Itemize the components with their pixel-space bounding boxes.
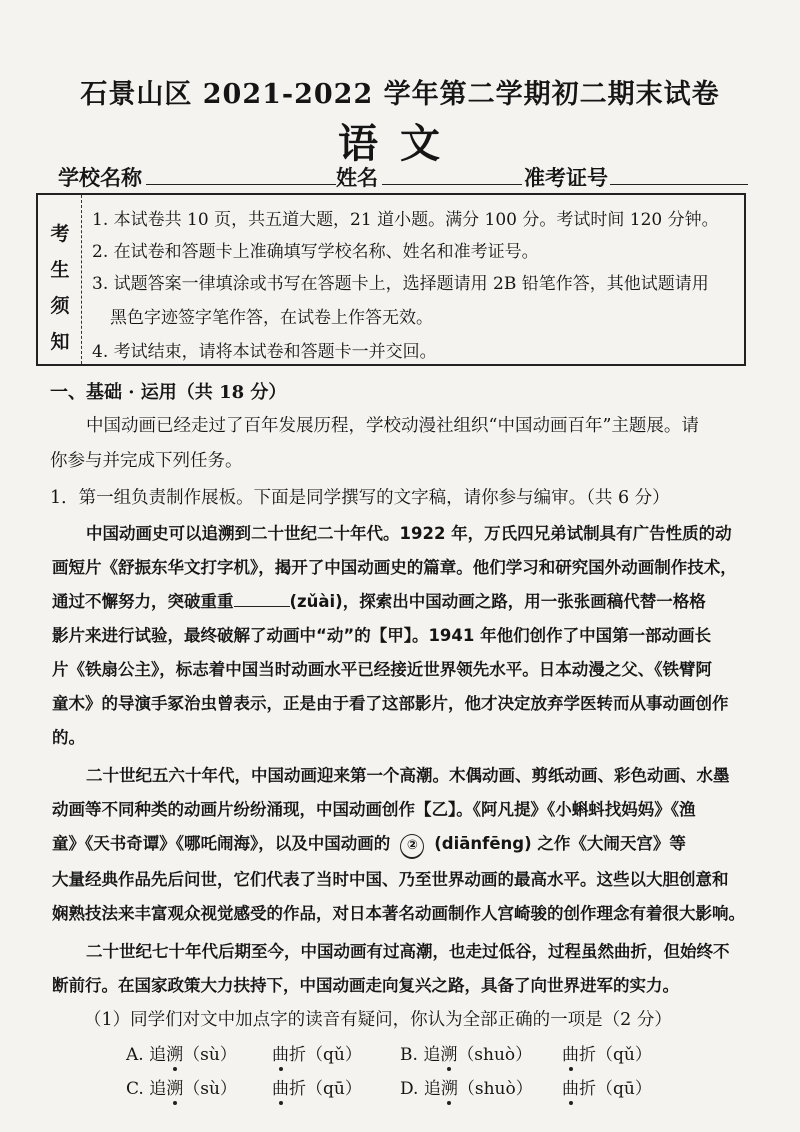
question-1-1-stem: （1）同学们对文中加点字的读音有疑问，你认为全部正确的一项是（2 分）	[84, 1010, 672, 1030]
passage-line: 娴熟技法来丰富观众视觉感受的作品，对日本著名动画制作人宫崎骏的创作理念有着很大影响。	[52, 904, 745, 923]
passage-text: (zǔài)，探索出中国动画之路，用一张张画稿代替一格格	[289, 592, 706, 611]
student-info-row	[48, 162, 748, 192]
passage-line: 画短片《舒振东华文打字机》，揭开了中国动画史的篇章。他们学习和研究国外动画制作技术，	[52, 558, 737, 577]
id-label: 准考证号	[524, 165, 608, 190]
option-d-word-2	[562, 1074, 652, 1099]
passage-line: 的。	[52, 728, 85, 747]
option-pinyin: （qū）	[306, 1079, 362, 1099]
passage-line: 童木》的导演手冢治虫曾表示，正是由于看了这部影片，他才决定放弃学医转而从事动画创作	[52, 694, 729, 713]
option-letter: A.	[126, 1045, 144, 1065]
intro-line: 你参与并完成下列任务。	[50, 451, 243, 471]
passage-line: 中国动画史可以追溯到二十世纪二十年代。1922 年，万氏四兄弟试制具有广告性质的动	[86, 524, 732, 543]
option-pinyin: （shuò）	[457, 1045, 533, 1065]
exam-notice-box	[36, 193, 746, 366]
passage-line: 二十世纪七十年代后期至今，中国动画有过高潮，也走过低谷，过程虽然曲折，但始终不	[86, 942, 730, 961]
option-letter: C.	[126, 1079, 144, 1099]
option-a-word-2	[272, 1040, 362, 1065]
dotted-char: 曲	[562, 1079, 579, 1099]
dotted-char: 曲	[272, 1045, 289, 1065]
dotted-char: 曲	[272, 1079, 289, 1099]
passage-line	[52, 830, 686, 859]
notice-item: 黑色字迹签字笔作答，在试卷上作答无效。	[110, 308, 433, 328]
dotted-char: 曲	[562, 1045, 579, 1065]
option-b-word-2	[562, 1040, 652, 1065]
intro-line: 中国动画已经走过了百年发展历程，学校动漫社组织“中国动画百年”主题展。请	[86, 416, 699, 436]
option-char: 追	[423, 1079, 441, 1099]
option-c[interactable]	[126, 1074, 237, 1099]
dotted-char: 溯	[440, 1079, 458, 1099]
passage-line: 二十世纪五六十年代，中国动画迎来第一个高潮。木偶动画、剪纸动画、彩色动画、水墨	[86, 766, 730, 785]
option-char: 折	[289, 1079, 306, 1099]
passage-text: 通过不懈努力，突破重重	[52, 592, 234, 611]
option-char: 追	[149, 1045, 167, 1065]
option-pinyin: （qǔ）	[596, 1045, 652, 1065]
passage-text: (diānfēng) 之作《大闹天宫》等	[434, 834, 686, 853]
notice-item: 4. 考试结束，请将本试卷和答题卡一并交回。	[92, 342, 437, 362]
notice-side-char: 知	[50, 331, 70, 353]
notice-side-label	[38, 195, 82, 364]
option-pinyin: （sù）	[183, 1045, 237, 1065]
notice-item: 3. 试题答案一律填涂或书写在答题卡上，选择题请用 2B 铅笔作答，其他试题请用	[92, 274, 709, 294]
name-blank[interactable]	[382, 162, 522, 185]
passage-line: 片《铁扇公主》，标志着中国当时动画水平已经接近世界领先水平。日本动漫之父、《铁臂阿	[52, 660, 712, 679]
option-letter: B.	[400, 1045, 418, 1065]
passage-line	[52, 588, 706, 612]
option-pinyin: （qū）	[596, 1079, 652, 1099]
option-char: 追	[423, 1045, 441, 1065]
option-char: 追	[149, 1079, 167, 1099]
option-pinyin: （sù）	[183, 1079, 237, 1099]
school-label: 学校名称	[58, 165, 142, 190]
notice-side-char: 生	[50, 259, 70, 281]
passage-line: 影片来进行试验，最终破解了动画中“动”的【甲】。1941 年他们创作了中国第一部动画长	[52, 626, 712, 645]
option-char: 折	[579, 1045, 596, 1065]
option-c-word-2	[272, 1074, 362, 1099]
passage-line: 断前行。在国家政策大力扶持下，中国动画走向复兴之路，具备了向世界进军的实力。	[52, 976, 679, 995]
name-label: 姓名	[336, 165, 378, 190]
dotted-char: 溯	[166, 1045, 184, 1065]
notice-item: 1. 本试卷共 10 页，共五道大题，21 道小题。满分 100 分。考试时间 120 分钟。	[92, 210, 719, 230]
dotted-char: 溯	[440, 1045, 458, 1065]
option-char: 折	[579, 1079, 596, 1099]
passage-text: 童》《天书奇谭》《哪吒闹海》，以及中国动画的	[52, 834, 391, 853]
option-pinyin: （shuò）	[457, 1079, 533, 1099]
notice-side-char: 须	[50, 295, 70, 317]
fill-blank-1[interactable]	[234, 590, 290, 607]
passage-line: 动画等不同种类的动画片纷纷涌现，中国动画创作【乙】。《阿凡提》《小蝌蚪找妈妈》《渔	[52, 800, 696, 819]
option-letter: D.	[400, 1079, 419, 1099]
option-pinyin: （qǔ）	[306, 1045, 362, 1065]
dotted-char: 溯	[166, 1079, 184, 1099]
option-a[interactable]	[126, 1040, 237, 1065]
passage-line: 大量经典作品先后问世，它们代表了当时中国、乃至世界动画的最高水平。这些以大胆创意和	[52, 870, 729, 889]
option-b[interactable]	[400, 1040, 532, 1065]
id-blank[interactable]	[610, 162, 748, 185]
option-char: 折	[289, 1045, 306, 1065]
notice-item: 2. 在试卷和答题卡上准确填写学校名称、姓名和准考证号。	[92, 242, 539, 262]
notice-side-char: 考	[50, 223, 70, 245]
blank-marker-2[interactable]: ②	[400, 834, 424, 859]
school-blank[interactable]	[146, 162, 336, 185]
option-d[interactable]	[400, 1074, 533, 1099]
exam-title: 石景山区 2021-2022 学年第二学期初二期末试卷	[80, 79, 720, 110]
question-1-stem: 1．第一组负责制作展板。下面是同学撰写的文字稿，请你参与编审。（共 6 分）	[50, 488, 670, 508]
subject-title: 语文	[338, 120, 462, 167]
section-heading: 一、基础 · 运用（共 18 分）	[50, 382, 287, 403]
